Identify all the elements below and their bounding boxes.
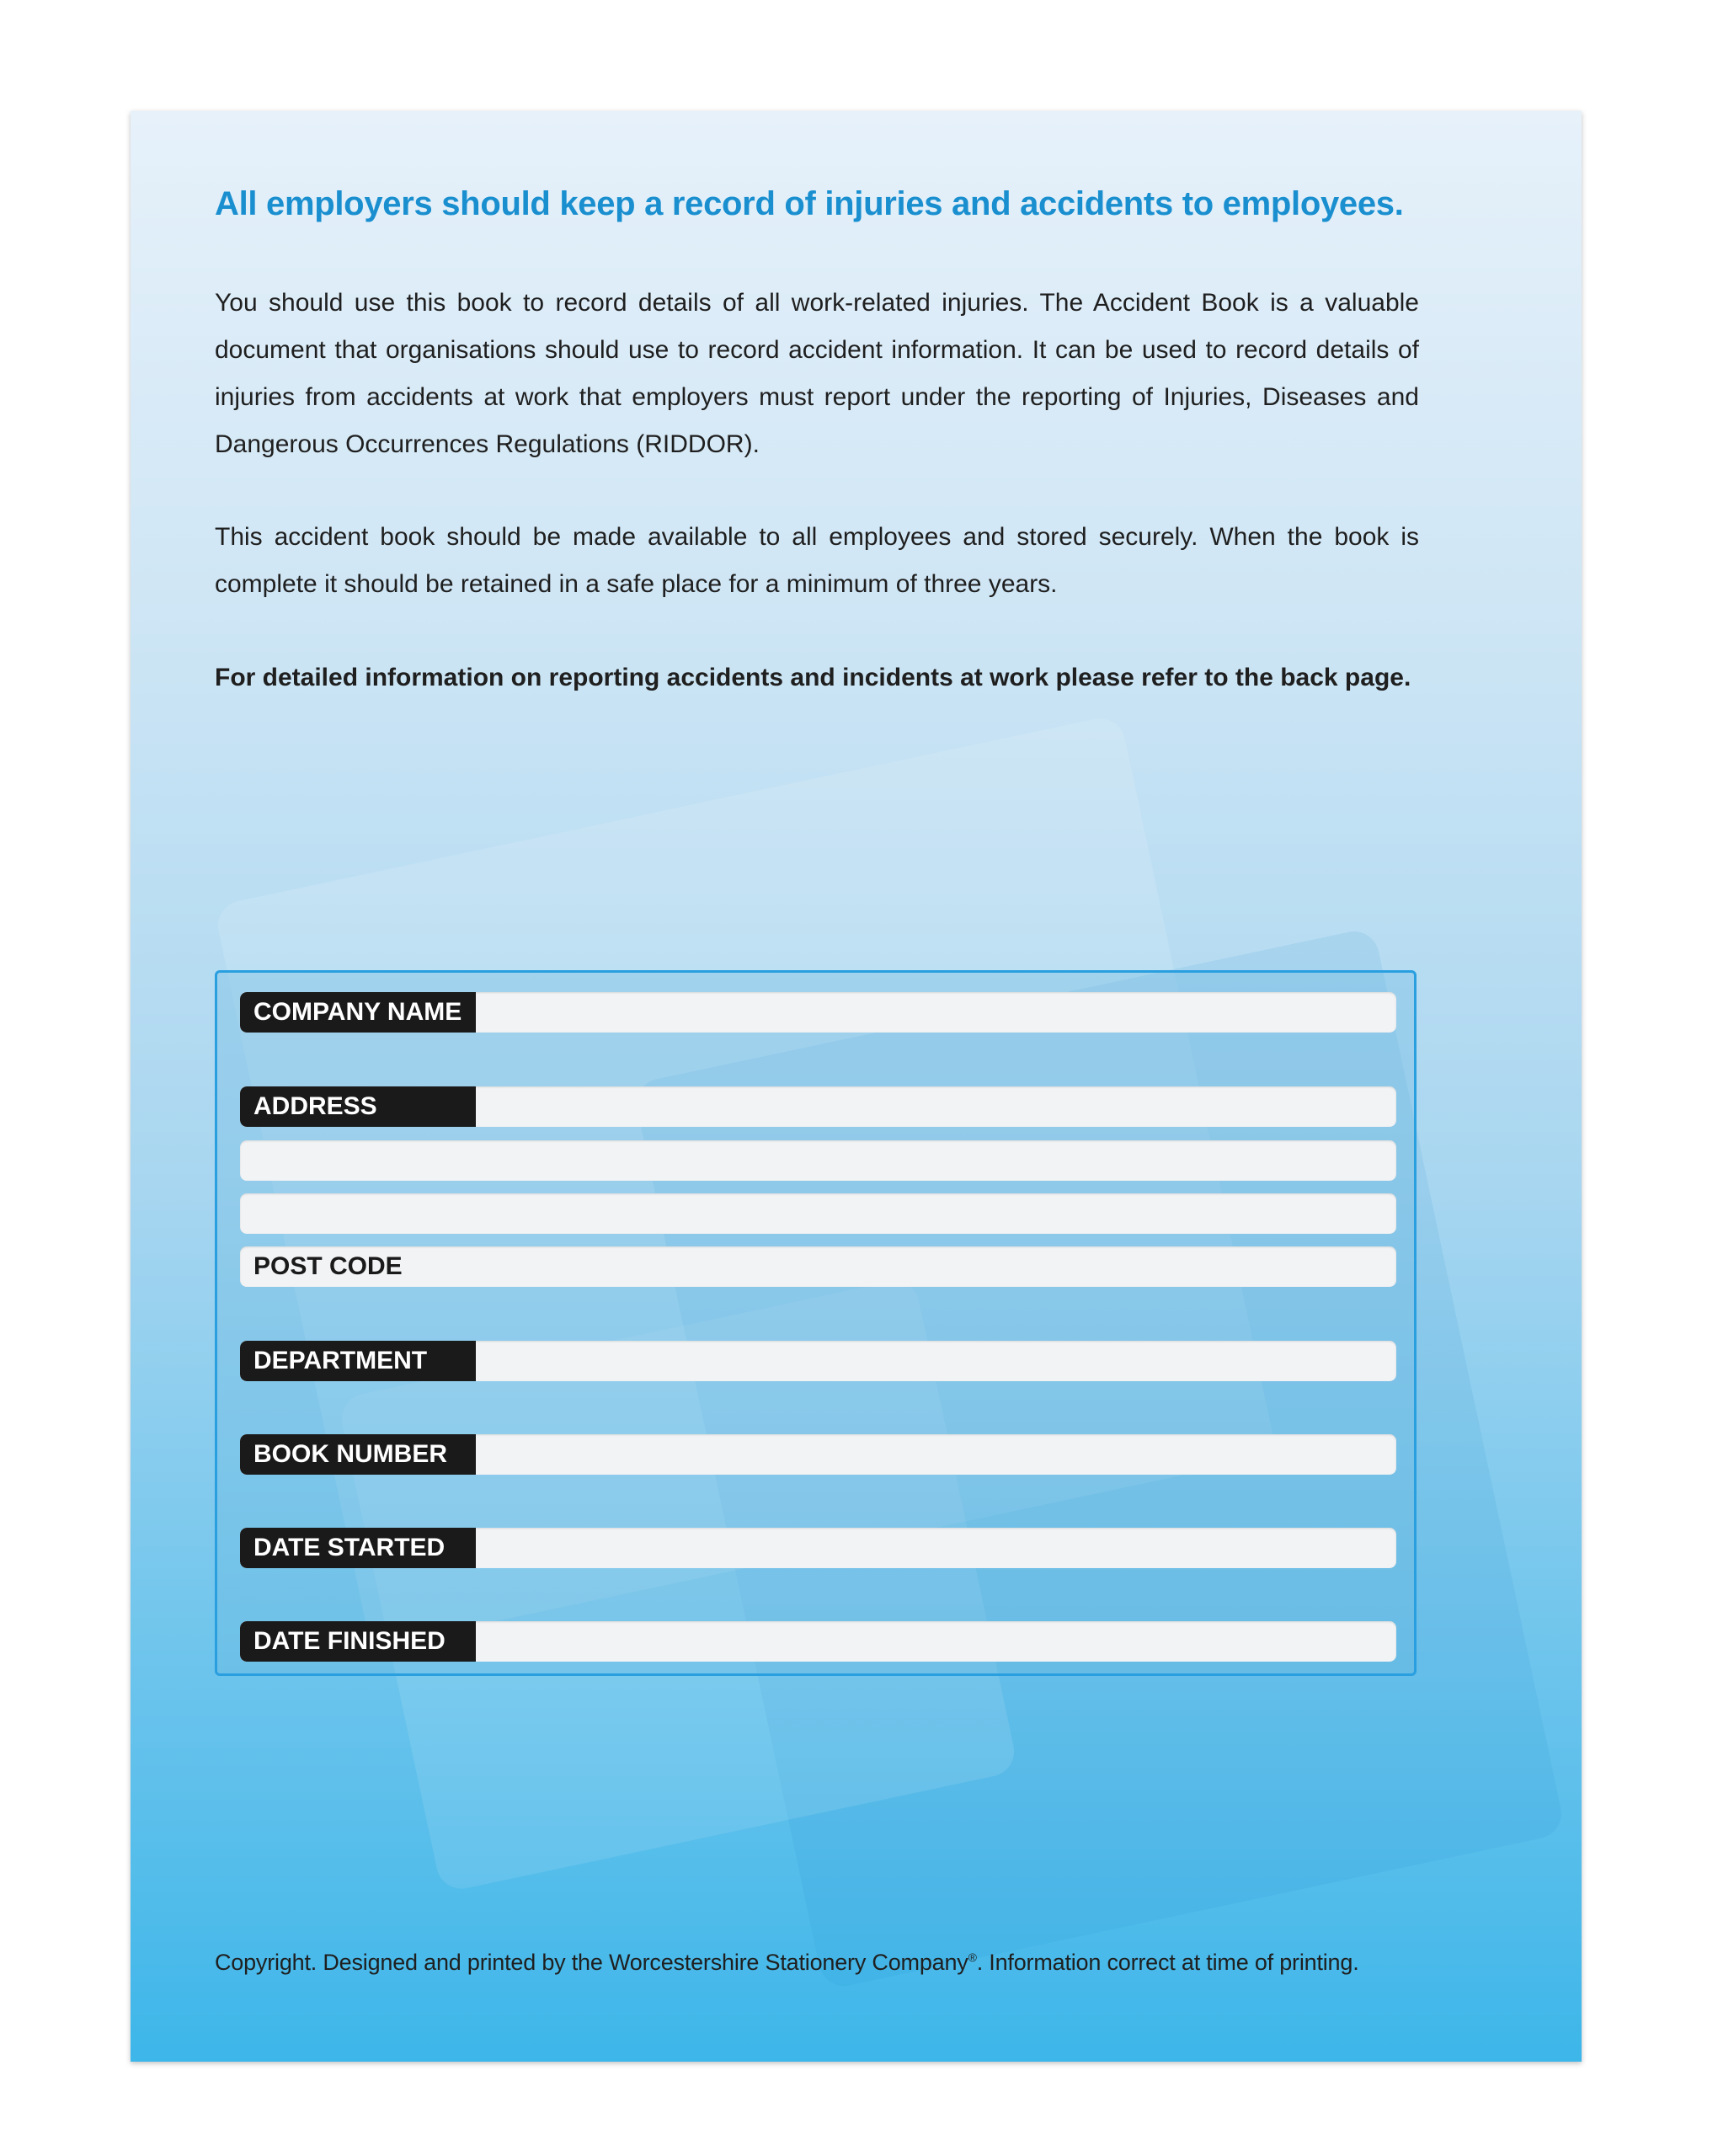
details-form	[215, 970, 1417, 1676]
headline: All employers should keep a record of injuries and accidents to employees.	[215, 185, 1404, 222]
department-label: DEPARTMENT	[240, 1341, 476, 1381]
address-line-2-row	[240, 1140, 1396, 1181]
paragraph-reference: For detailed information on reporting accidents and incidents at work please refer to the back page.	[215, 664, 1411, 691]
registered-mark: ®	[968, 1951, 977, 1964]
book-number-row	[240, 1434, 1396, 1475]
address-line-1-field[interactable]	[476, 1086, 1396, 1127]
company-name-field[interactable]	[476, 992, 1396, 1033]
date-finished-row	[240, 1621, 1396, 1662]
post-code-label: POST CODE	[253, 1252, 403, 1280]
address-label: ADDRESS	[240, 1086, 476, 1127]
department-row	[240, 1341, 1396, 1381]
address-row	[240, 1086, 1396, 1127]
address-line-3-field[interactable]	[240, 1193, 1396, 1234]
company-name-row	[240, 992, 1396, 1033]
address-line-3-row	[240, 1193, 1396, 1234]
date-finished-label: DATE FINISHED	[240, 1621, 476, 1662]
copyright-footer	[215, 1950, 1444, 1976]
date-finished-field[interactable]	[476, 1621, 1396, 1662]
copyright-text: Copyright. Designed and printed by the Worcestershire Stationery Company	[215, 1950, 968, 1975]
date-started-field[interactable]	[476, 1528, 1396, 1568]
date-started-label: DATE STARTED	[240, 1528, 476, 1568]
address-line-2-field[interactable]	[240, 1140, 1396, 1181]
department-field[interactable]	[476, 1341, 1396, 1381]
date-started-row	[240, 1528, 1396, 1568]
paragraph-usage: You should use this book to record details of all work-related injuries. The Accident Book is a valuable document that organisations should use to record accident information. It can be used to record details of injuries from accidents at work that employers must report under the reporting of Injuries, Diseases and Dangerous Occurrences Regulations (RIDDOR).	[215, 289, 1419, 458]
copyright-note: . Information correct at time of printing.	[976, 1950, 1359, 1975]
company-name-label: COMPANY NAME	[240, 992, 476, 1033]
book-number-field[interactable]	[476, 1434, 1396, 1475]
book-number-label: BOOK NUMBER	[240, 1434, 476, 1475]
post-code-field[interactable]	[408, 1246, 1396, 1287]
post-code-row	[240, 1246, 1396, 1287]
paragraph-storage: This accident book should be made available to all employees and stored securely. When the book is complete it should be retained in a safe place for a minimum of three years.	[215, 523, 1419, 598]
document-page	[131, 111, 1582, 2062]
